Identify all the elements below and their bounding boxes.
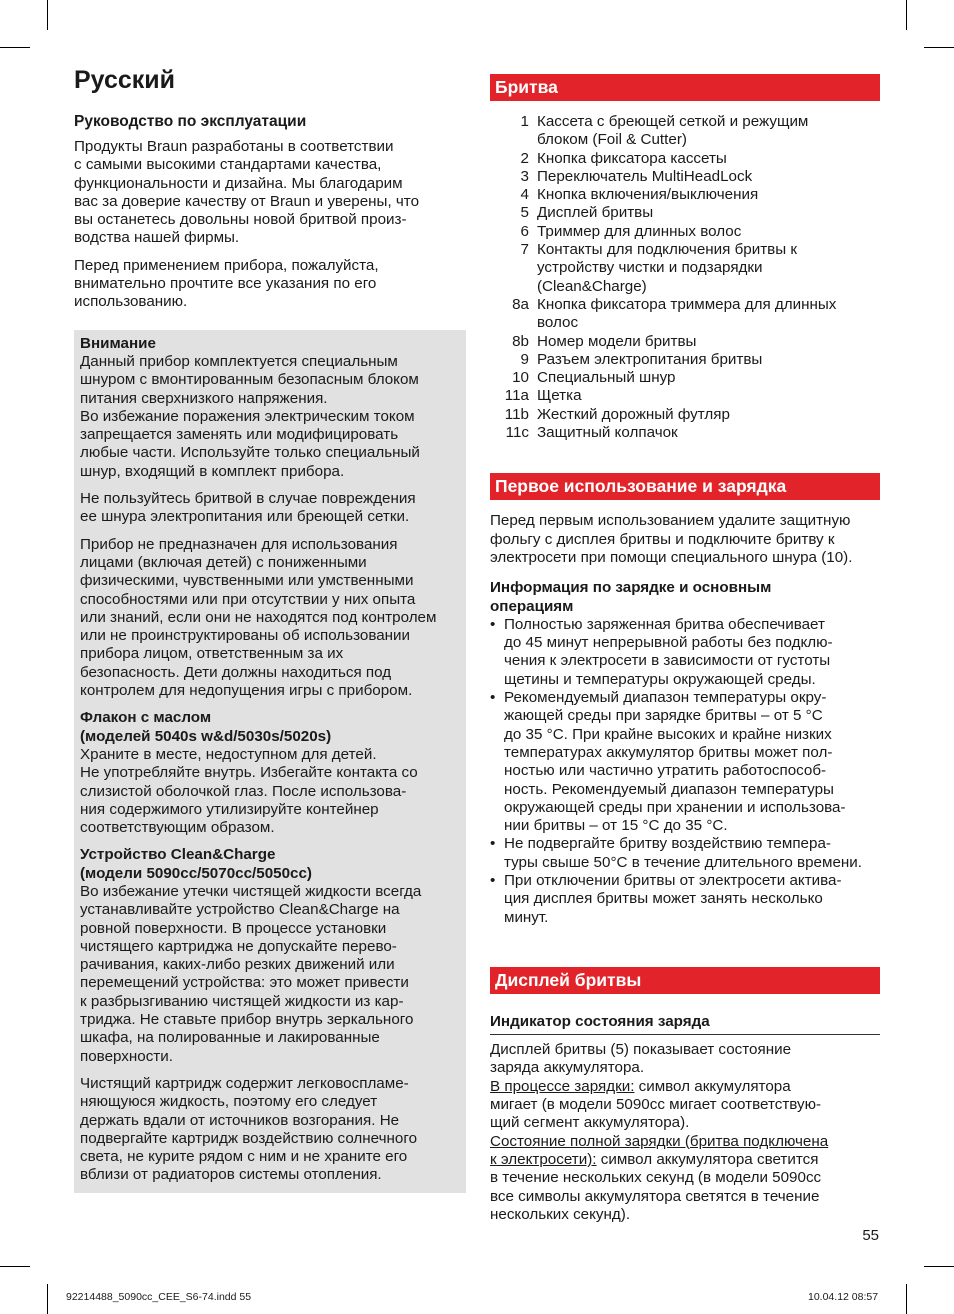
cartridge-text (80, 1075, 460, 1185)
text-line: щий сегмент аккумулятора). (490, 1114, 690, 1132)
part-label (537, 241, 880, 296)
part-number: 6 (520, 222, 529, 240)
text-line: соответствующим образом. (80, 819, 275, 837)
text-line: слизистой оболочкой глаз. После использова- (80, 782, 407, 800)
part-number: 2 (520, 149, 529, 167)
charging-label: В процессе зарядки: (490, 1077, 635, 1095)
part-label (537, 369, 880, 387)
text-line: использованию. (74, 293, 188, 311)
warning-cord-text (80, 490, 460, 527)
text-line: шнуром с вмонтированным безопасным блоком (80, 371, 419, 389)
part-label (537, 333, 880, 351)
text-line: Продукты Braun разработаны в соответствии (74, 138, 394, 155)
text-line: контролем для недопущения игры с прибором. (80, 682, 413, 700)
text-line: • Полностью заряженная бритва обеспечивает (504, 615, 825, 633)
text-line: или не проинструктированы об использовании (80, 627, 411, 645)
oil-bottle-text (80, 746, 460, 837)
part-item (490, 186, 880, 204)
text-line: жающей среды при зарядке бритвы – от 5 °C (504, 707, 823, 725)
text-line: Кнопка фиксатора триммера для длинных (537, 295, 837, 313)
text-line: шнур, входящий в комплект прибора. (80, 462, 345, 480)
charging-text (490, 1096, 880, 1133)
text-line: окружающей среды при хранении и использова- (504, 798, 846, 816)
text-line: Кассета с бреющей сеткой и режущим (537, 113, 809, 130)
bullet-item (490, 689, 880, 835)
text-line: вас за доверие качеству от Braun и уверены, что (74, 192, 420, 210)
text-line: минут. (504, 908, 549, 926)
text-line: ция дисплея бритвы может занять несколько (504, 890, 823, 908)
part-item (490, 406, 880, 424)
text-line: Прибор не предназначен для использования (80, 535, 398, 553)
right-column (490, 74, 880, 1224)
text-line: ния содержимого утилизируйте контейнер (80, 800, 379, 818)
text-line: • При отключении бритвы от электросети актива- (504, 871, 842, 889)
part-item (490, 150, 880, 168)
text-line: ровной поверхности. В процессе установки (80, 919, 387, 937)
section-bar-shaver: Бритва (490, 74, 880, 101)
text-line: операциям (490, 597, 574, 615)
display-paragraph (490, 1041, 880, 1224)
part-number: 3 (520, 167, 529, 185)
text-line: Не пользуйтесь бритвой в случае повреждения (80, 490, 416, 508)
part-item (490, 333, 880, 351)
text-line: (модели 5090cc/5070cc/5050cc) (80, 864, 312, 882)
warning-text (80, 353, 460, 481)
text-line: прибора лицом, ответственным за их (80, 645, 344, 663)
text-line: до 35 °C. При крайне высоких и крайне низких (504, 725, 832, 743)
first-use-paragraph (490, 512, 880, 567)
text-line: Номер модели бритвы (537, 332, 697, 350)
crop-mark (906, 0, 907, 30)
text-line: температурах аккумулятор бритвы может пол- (504, 743, 833, 761)
info-heading (490, 579, 880, 616)
text-line: запрещается заменять или модифицировать (80, 426, 399, 444)
text-line: чистящего картриджа не допускайте перево- (80, 937, 397, 955)
text-line: лицами (включая детей) с пониженными (80, 553, 367, 571)
part-number: 11b (504, 405, 529, 423)
text-line: электросети при помощи специального шнура (10). (490, 548, 853, 566)
part-label (537, 204, 880, 222)
part-number: 10 (512, 369, 529, 387)
oil-bottle-heading (80, 709, 460, 746)
part-label (537, 424, 880, 442)
text-line: чения к электросети в зависимости от густоты (504, 652, 831, 670)
text-line: ностью или частично утратить работоспособ- (504, 762, 827, 780)
clean-charge-text (80, 883, 460, 1066)
text-line: блоком (Foil & Cutter) (537, 131, 687, 149)
charge-indicator-heading: Индикатор состояния заряда (490, 1013, 880, 1035)
text-line: Дисплей бритвы (5) показывает состояние (490, 1041, 792, 1059)
text-line: ность. Рекомендуемый диапазон температуры (504, 780, 834, 798)
info-bullets (490, 616, 880, 927)
text-line: к разбрызгиванию чистящей жидкости из кар- (80, 992, 404, 1010)
warning-persons-text (80, 536, 460, 701)
part-number: 4 (520, 186, 529, 204)
warning-block-1 (80, 335, 460, 481)
page-number: 55 (862, 1227, 879, 1244)
text-line: Переключатель MultiHeadLock (537, 167, 753, 185)
text-line: (Clean&Charge) (537, 277, 647, 295)
part-label (537, 150, 880, 168)
text-line: рачивания, каких-либо резких движений или (80, 956, 395, 974)
full-charge-text (490, 1169, 880, 1224)
part-item (490, 296, 880, 333)
part-item (490, 387, 880, 405)
text-line: Устройство Clean&Charge (80, 846, 276, 864)
crop-mark (924, 1266, 954, 1267)
text-line: до 45 минут непрерывной работы без подклю- (504, 634, 833, 652)
text-line: ее шнура электропитания или бреющей сетки. (80, 508, 410, 526)
text-line: шкафа, на полированные и лакированные (80, 1029, 380, 1047)
part-number: 8b (512, 332, 529, 350)
text-line: Данный прибор комплектуется специальным (80, 352, 398, 370)
part-number: 7 (520, 241, 529, 259)
text-line: волос (537, 314, 579, 332)
part-item (490, 351, 880, 369)
text-line: света, не курите рядом с ним и не храните его (80, 1148, 408, 1166)
text-line: с самыми высокими стандартами качества, (74, 156, 382, 174)
part-label (537, 113, 880, 150)
text-line: (моделей 5040s w&d/5030s/5020s) (80, 727, 332, 745)
text-line: фольгу с дисплея бритвы и подключите бритву к (490, 530, 835, 548)
text-line: перемещений устройства: это может привести (80, 974, 409, 992)
bullet-item (490, 835, 880, 872)
text-line: функциональности и дизайна. Мы благодарим (74, 174, 403, 192)
oil-bottle-block (80, 709, 460, 837)
part-label (537, 186, 880, 204)
text-line: Триммер для длинных волос (537, 222, 742, 240)
text-line: щетины и температуры окружающей среды. (504, 670, 816, 688)
parts-list (490, 113, 880, 442)
part-item (490, 223, 880, 241)
text-line: нескольких секунд). (490, 1205, 631, 1223)
text-line: Храните в месте, недоступном для детей. (80, 745, 377, 763)
part-item (490, 168, 880, 186)
text-line: Не употребляйте внутрь. Избегайте контакта со (80, 764, 418, 782)
intro-heading: Руководство по эксплуатации (74, 113, 307, 130)
intro-paragraph-2 (74, 257, 466, 312)
text-line: туры свыше 50°C в течение длительного времени. (504, 853, 862, 871)
charging-rest: символ аккумулятора (634, 1077, 791, 1095)
crop-mark (924, 47, 954, 48)
part-number: 1 (520, 113, 529, 130)
full-charge-label-2: к электросети): (490, 1150, 597, 1168)
text-line: заряда аккумулятора. (490, 1059, 645, 1077)
crop-mark (906, 1284, 907, 1314)
part-item (490, 369, 880, 387)
crop-mark (0, 1266, 30, 1267)
text-line: безопасность. Дети должны находиться под (80, 663, 392, 681)
text-line: Во избежание утечки чистящей жидкости всегда (80, 882, 422, 900)
text-line: подвергайте картридж воздействию солнечного (80, 1129, 418, 1147)
text-line: питания сверхнизкого напряжения. (80, 389, 328, 407)
intro-paragraph (74, 138, 466, 248)
full-charge-rest: символ аккумулятора светится (596, 1150, 819, 1168)
part-number: 11c (505, 424, 529, 442)
part-number: 9 (520, 350, 529, 368)
text-line: Кнопка фиксатора кассеты (537, 149, 727, 167)
crop-mark (0, 47, 30, 48)
part-label (537, 223, 880, 241)
text-line: Флакон с маслом (80, 709, 212, 727)
part-label (537, 406, 880, 424)
text-line: Чистящий картридж содержит легковоспламе- (80, 1074, 409, 1092)
text-line: любые части. Используйте только специальный (80, 444, 420, 462)
section-bar-first-use: Первое использование и зарядка (490, 473, 880, 500)
text-line: держать вдали от источников возгорания. Не (80, 1111, 400, 1129)
part-number: 11a (504, 387, 529, 405)
text-line: поверхности. (80, 1047, 173, 1065)
part-label (537, 168, 880, 186)
text-line: Щетка (537, 387, 582, 405)
footer-date: 10.04.12 08:57 (808, 1291, 879, 1303)
text-line: Защитный колпачок (537, 424, 678, 442)
part-number: 8a (512, 295, 529, 313)
page-title: Русский (74, 66, 176, 94)
text-line: Специальный шнур (537, 369, 676, 387)
text-line: устройству чистки и подзарядки (537, 259, 763, 277)
text-line: Разъем электропитания бритвы (537, 350, 763, 368)
bullet-item (490, 872, 880, 927)
text-line: Во избежание поражения электрическим током (80, 407, 415, 425)
text-line: триджа. Не ставьте прибор внутрь зеркального (80, 1011, 414, 1029)
part-label (537, 296, 880, 333)
bullet-item (490, 616, 880, 689)
part-label (537, 351, 880, 369)
clean-charge-heading (80, 846, 460, 883)
part-number: 5 (520, 204, 529, 222)
section-bar-display: Дисплей бритвы (490, 967, 880, 994)
text-line: • Рекомендуемый диапазон температуры окру- (504, 689, 827, 707)
text-line: вы останетесь довольны новой бритвой произ- (74, 211, 407, 229)
text-line: способностями или при отсутствии у них опыта (80, 590, 416, 608)
text-line: няющуюся жидкость, поэтому его следует (80, 1093, 378, 1111)
clean-charge-block (80, 846, 460, 1066)
text-line: устанавливайте устройство Clean&Charge на (80, 901, 400, 919)
text-line: мигает (в модели 5090cc мигает соответствую- (490, 1096, 822, 1114)
text-line: Контакты для подключения бритвы к (537, 241, 798, 259)
text-line: вблизи от радиаторов системы отопления. (80, 1166, 382, 1184)
text-line: физическими, чувственными или умственными (80, 572, 414, 590)
full-charge-label-1: Состояние полной зарядки (бритва подключена (490, 1132, 829, 1150)
text-line: • Не подвергайте бритву воздействию темпера- (504, 835, 831, 853)
text-line: Кнопка включения/выключения (537, 186, 759, 204)
text-line: Дисплей бритвы (537, 204, 654, 222)
text-line: или знаний, если они не находятся под контролем (80, 608, 437, 626)
text-line: Информация по зарядке и основным (490, 579, 772, 597)
text-line: Жесткий дорожный футляр (537, 405, 730, 423)
text-line: внимательно прочтите все указания по его (74, 275, 377, 293)
text-line: нии бритвы – от 15 °C до 35 °C. (504, 817, 728, 835)
part-label (537, 387, 880, 405)
left-column (74, 112, 466, 1193)
crop-mark (47, 0, 48, 30)
crop-mark (47, 1284, 48, 1314)
text-line: водства нашей фирмы. (74, 229, 240, 247)
warning-heading: Внимание (80, 334, 156, 352)
part-item (490, 424, 880, 442)
footer-file-info: 92214488_5090cc_CEE_S6-74.indd 55 (66, 1291, 252, 1303)
text-line: все символы аккумулятора светятся в течение (490, 1187, 820, 1205)
part-item (490, 113, 880, 150)
part-item (490, 241, 880, 296)
text-line: Перед применением прибора, пожалуйста, (74, 256, 379, 274)
text-line: в течение нескольких секунд (в модели 5090cc (490, 1169, 822, 1187)
warning-box (74, 330, 466, 1193)
display-intro (490, 1041, 880, 1078)
text-line: Перед первым использованием удалите защитную (490, 512, 851, 530)
part-item (490, 204, 880, 222)
